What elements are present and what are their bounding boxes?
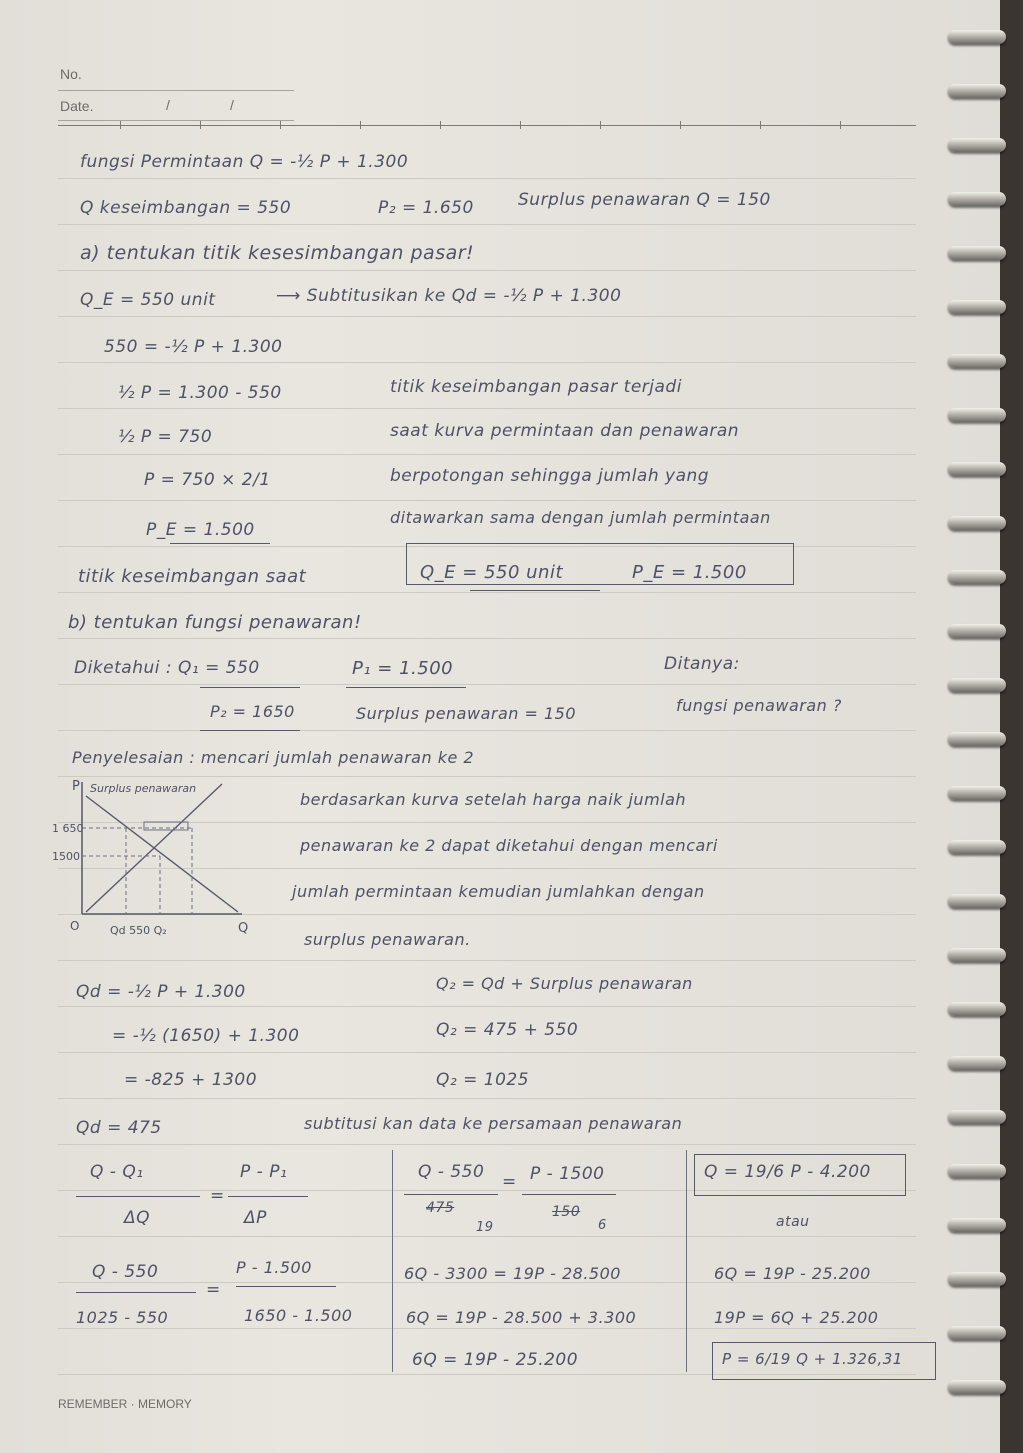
rule-tick [120,121,121,129]
known-surplus: Surplus penawaran = 150 [356,704,577,723]
supply-function-result: Q = 19/6 P - 4.200 [704,1162,871,1182]
algebra-step: 6Q = 19P - 25.200 [412,1350,579,1370]
fraction-bar [236,1286,336,1287]
formula-denominator: 150 [552,1204,581,1220]
formula-numerator: Q - 550 [418,1162,485,1182]
known-p2: P₂ = 1650 [210,702,295,721]
equilibrium-quantity: Q keseimbangan = 550 [80,198,292,218]
ruled-line [58,178,916,179]
q2-step: Q₂ = 475 + 550 [436,1020,579,1040]
underline [200,687,300,688]
qd-formula: Qd = -½ P + 1.300 [76,982,246,1002]
column-divider [392,1150,393,1372]
underline [346,687,466,688]
underline [200,730,300,731]
solution-intro: Penyelesaian : mencari jumlah penawaran ke 2 [72,748,475,767]
spiral-ring [948,1380,1006,1394]
date-separator: / [230,97,234,113]
ruled-line [58,316,916,317]
ruled-line [58,1328,916,1329]
top-rule [58,125,916,126]
spiral-ring [948,30,1006,44]
spiral-binding [940,0,1023,1453]
spiral-ring [948,1164,1006,1178]
explanation-line: saat kurva permintaan dan penawaran [390,421,740,441]
equilibrium-summary: titik keseimbangan saat [78,566,307,587]
asked-label: Ditanya: [664,654,740,674]
x-tick-labels: Qd 550 Q₂ [110,924,167,937]
fraction-bar [228,1196,308,1197]
equation-step: ½ P = 750 [118,427,213,447]
surplus-given: Surplus penawaran Q = 150 [518,190,771,210]
column-divider [686,1150,687,1372]
ruled-line [58,454,916,455]
spiral-ring [948,786,1006,800]
spiral-ring [948,678,1006,692]
ruled-line [58,1144,916,1145]
ruled-line [58,592,916,593]
ruled-line [58,960,916,961]
known-p1: P₁ = 1.500 [352,658,454,679]
spiral-ring [948,192,1006,206]
spiral-ring [948,894,1006,908]
spiral-ring [948,840,1006,854]
supply-demand-graph [52,772,292,942]
formula-numerator: P - 1500 [530,1164,605,1184]
ruled-line [58,1236,916,1237]
q2-formula: Q₂ = Qd + Surplus penawaran [436,974,693,993]
simplified-value: 6 [598,1218,607,1233]
no-label: No. [60,66,82,82]
spiral-ring [948,516,1006,530]
spiral-ring [948,732,1006,746]
qe-value: Q_E = 550 unit [80,290,216,310]
graph-p-label: P [72,779,80,794]
spiral-ring [948,948,1006,962]
algebra-step: 19P = 6Q + 25.200 [714,1308,879,1327]
ruled-line [58,270,916,271]
explanation-line: ditawarkan sama dengan jumlah permintaan [390,508,771,527]
rule-tick [600,121,601,129]
rule-tick [840,121,841,129]
question-a: a) tentukan titik kesesimbangan pasar! [80,242,475,264]
date-separator: / [166,97,170,113]
tick-label-1650: 1 650 [52,822,84,835]
known-q1: Diketahui : Q₁ = 550 [74,658,260,678]
qd-result: Qd = 475 [76,1118,162,1138]
formula-equals: = [210,1186,225,1206]
q2-result: Q₂ = 1025 [436,1070,530,1090]
formula-equals: = [502,1172,517,1192]
spiral-ring [948,408,1006,422]
no-line [58,90,294,91]
asked-supply: fungsi penawaran ? [676,696,842,715]
rule-tick [280,121,281,129]
price-two: P₂ = 1.650 [378,198,474,218]
rule-tick [520,121,521,129]
ruled-line [58,1006,916,1007]
formula-denominator: ΔQ [124,1208,151,1228]
formula-denominator: ΔP [244,1208,267,1228]
tick-label-1500: 1500 [52,850,80,863]
ruled-line [58,638,916,639]
answer-pe: P_E = 1.500 [632,562,747,583]
substitute-note: ⟶ Subtitusikan ke Qd = -½ P + 1.300 [276,286,622,306]
fraction-bar [76,1196,200,1197]
footer-brand: REMEMBER · MEMORY [58,1397,192,1411]
underline [170,543,270,544]
spiral-ring [948,1110,1006,1124]
final-supply-function: P = 6/19 Q + 1.326,31 [722,1350,903,1368]
spiral-ring [948,138,1006,152]
answer-qe: Q_E = 550 unit [420,562,564,583]
spiral-ring [948,1218,1006,1232]
formula-numerator: Q - 550 [92,1262,159,1282]
formula-equals: = [206,1280,221,1300]
spiral-ring [948,300,1006,314]
spiral-ring [948,84,1006,98]
spiral-ring [948,462,1006,476]
explanation-line: titik keseimbangan pasar terjadi [390,377,682,397]
spiral-ring [948,1056,1006,1070]
qd-step: = -½ (1650) + 1.300 [112,1026,300,1046]
ruled-line [58,1098,916,1099]
equation-step: P = 750 × 2/1 [144,470,271,490]
question-b: b) tentukan fungsi penawaran! [68,612,362,633]
ruled-line [58,408,916,409]
equilibrium-price: P_E = 1.500 [146,520,255,540]
formula-denominator: 1025 - 550 [76,1308,169,1327]
explanation-line: penawaran ke 2 dapat diketahui dengan mencari [300,836,718,855]
explanation-line: berdasarkan kurva setelah harga naik jumlah [300,790,687,809]
substitute-note: subtitusi kan data ke persamaan penawaran [304,1114,683,1133]
rule-tick [440,121,441,129]
spiral-ring [948,1326,1006,1340]
graph-title: Surplus penawaran [90,782,197,795]
formula-denominator: 1650 - 1.500 [244,1306,353,1325]
equation-step: 550 = -½ P + 1.300 [104,337,283,357]
supply-curve [86,784,222,912]
ruled-line [58,362,916,363]
spiral-ring [948,246,1006,260]
formula-numerator: Q - Q₁ [90,1162,144,1182]
demand-function: fungsi Permintaan Q = -½ P + 1.300 [80,152,409,172]
ruled-line [58,500,916,501]
ruled-line [58,224,916,225]
date-label: Date. [60,98,94,114]
or-label: atau [776,1214,810,1230]
ruled-line [58,1052,916,1053]
origin-label: O [70,919,80,933]
algebra-step: 6Q - 3300 = 19P - 28.500 [404,1264,621,1283]
fraction-bar [522,1194,616,1195]
explanation-line: surplus penawaran. [304,930,471,949]
ruled-line [58,730,916,731]
formula-denominator: 475 [426,1200,455,1216]
ruled-line [58,684,916,685]
simplified-value: 19 [476,1220,494,1235]
surplus-region [144,822,188,830]
graph-q-label: Q [238,921,249,936]
rule-tick [360,121,361,129]
fraction-bar [76,1292,196,1293]
fraction-bar [404,1194,498,1195]
equation-step: ½ P = 1.300 - 550 [118,383,282,403]
explanation-line: berpotongan sehingga jumlah yang [390,466,710,486]
spiral-ring [948,1272,1006,1286]
spiral-ring [948,354,1006,368]
spiral-ring [948,624,1006,638]
rule-tick [760,121,761,129]
formula-numerator: P - P₁ [240,1162,288,1182]
algebra-step: 6Q = 19P - 28.500 + 3.300 [406,1308,637,1327]
demand-curve [86,796,238,912]
underline [470,590,600,591]
date-line [58,120,294,121]
explanation-line: jumlah permintaan kemudian jumlahkan dengan [292,882,705,901]
qd-step: = -825 + 1300 [124,1070,258,1090]
spiral-ring [948,570,1006,584]
rule-tick [200,121,201,129]
formula-numerator: P - 1.500 [236,1258,312,1277]
spiral-ring [948,1002,1006,1016]
algebra-step: 6Q = 19P - 25.200 [714,1264,871,1283]
rule-tick [680,121,681,129]
